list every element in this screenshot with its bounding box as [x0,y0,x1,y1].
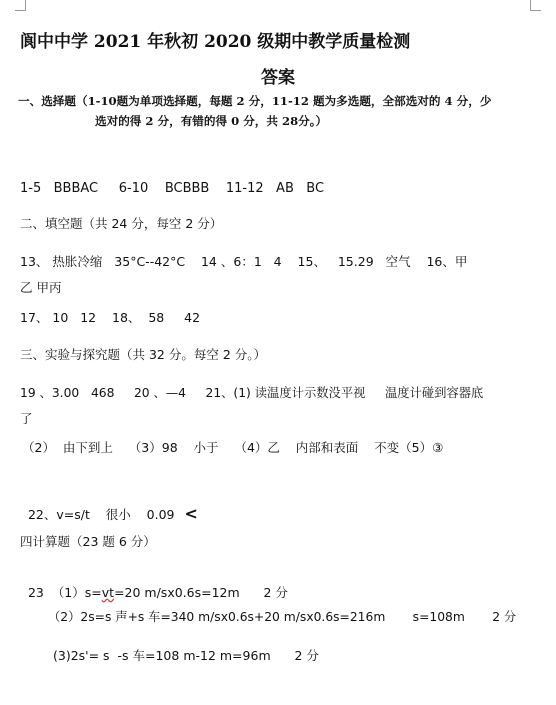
section3-line-21-parts: （2） 由下到上 （3）98 小于 （4）乙 内部和表面 不变（5）③ [22,440,444,455]
section1-heading-line1: 一、选择题（1-10题为单项选择题，每题 2 分，11-12 题为多选题，全部选对的 4 分，少 [18,94,492,108]
page-corner-mark [530,0,541,11]
section1-heading-line2: 选对的得 2 分，有错的得 0 分，共 28分。） [95,114,328,128]
section3-line-21-cont: 了 [20,411,33,426]
section2-line-16-cont: 乙 甲丙 [20,280,62,295]
section4-line-23-3: (3)2s'= s -s 车=108 m-12 m=96m 2 分 [53,648,319,663]
section4-heading: 四计算题（23 题 6 分） [20,534,156,549]
page-corner-mark [15,0,26,11]
section2-line-17-18: 17、 10 12 18、 58 42 [20,310,201,325]
calc-part1-prefix: 23 （1）s= [27,584,102,600]
calc-part1-underlined: vt [101,584,115,600]
section1-answers: 1-5 BBBAC 6-10 BCBBB 11-12 AB BC [20,181,325,196]
document-subtitle: 答案 [261,68,295,88]
section3-line-22 [20,493,198,522]
section2-line-13-16: 13、 热胀冷缩 35°C--42°C 14 、6：1 4 15、 15.29 空气 16、甲 [20,254,468,269]
section3-line-22-text: 22、v=s/t 很小 0.09 [27,506,175,522]
section4-line-23-1 [20,574,288,599]
section3-line-19-21: 19 、3.00 468 20 、—4 21、(1) 读温度计示数没平视 温度计碰到容器底 [20,386,484,400]
section3-heading: 三、实验与探究题（共 32 分。每空 2 分。） [20,347,267,362]
less-than-symbol: < [184,503,198,523]
calc-part1-suffix: =20 m/sx0.6s=12m 2 分 [114,584,288,600]
section2-heading: 二、填空题（共 24 分，每空 2 分） [20,216,223,231]
document-title: 阆中中学 2021 年秋初 2020 级期中教学质量检测 [20,32,411,52]
section4-line-23-2: （2）2s=s 声+s 车=340 m/sx0.6s+20 m/sx0.6s=216m s=108m 2 分 [48,610,517,624]
